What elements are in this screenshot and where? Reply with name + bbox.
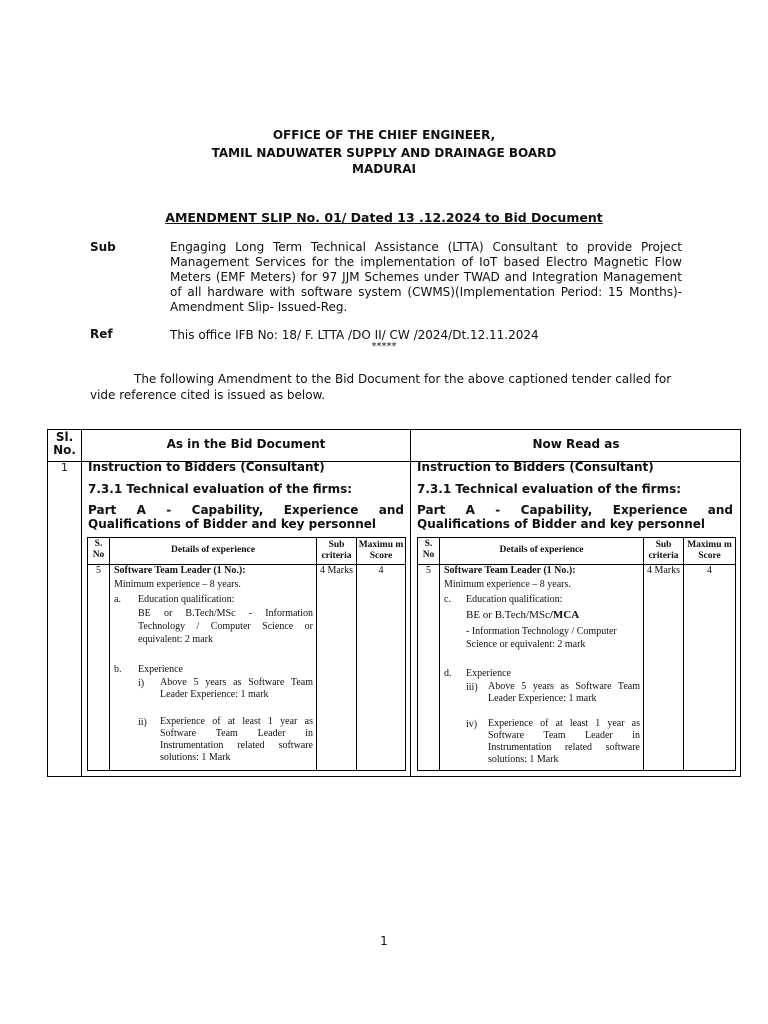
old-item2-marker: ii) xyxy=(138,717,147,728)
board-name: TAMIL NADUWATER SUPPLY AND DRAINAGE BOARD xyxy=(211,146,557,160)
old-edu-marker: a. xyxy=(114,594,121,605)
new-item1-marker: iii) xyxy=(466,682,478,693)
ref-label: Ref xyxy=(90,327,113,341)
new-edu-text-c: - Information Technology / Computer Science or equivalent: 2 mark xyxy=(466,626,617,650)
new-edu-marker: c. xyxy=(444,594,451,605)
old-item1: Above 5 years as Software Team Leader Experience: 1 mark xyxy=(160,677,313,700)
old-edu-text: BE or B.Tech/MSc - Information Technology / Computer Science or equivalent: 2 mark xyxy=(138,608,313,645)
new-edu-label: Education qualification: xyxy=(466,594,563,605)
old-sub-marks: 4 Marks xyxy=(319,565,354,576)
page-number: 1 xyxy=(380,934,388,948)
old-min-exp: Minimum experience – 8 years. xyxy=(114,579,241,590)
sub-text: Engaging Long Term Technical Assistance (LTTA) Consultant to provide Project Management Services for the implementation of IoT based Electro Magnetic Flow Meters (EMF Meters) for 97 JJM Schemes under TWAD and Integration Management of all hardware with software system (CWMS)(Implementation Period: 15 Months)- Amendment Slip- Issued-Reg. xyxy=(170,240,682,314)
new-head-details: Details of experience xyxy=(499,545,584,555)
old-experience-table xyxy=(87,537,406,771)
new-head-sno: S. No xyxy=(422,539,435,560)
new-edu-line xyxy=(466,609,638,622)
old-item1-marker: i) xyxy=(138,678,145,689)
new-item2-marker: iv) xyxy=(466,719,478,730)
old-section-part: Part A - Capability, Experience and Qualifications of Bidder and key personnel xyxy=(88,503,404,531)
new-section-part: Part A - Capability, Experience and Qualifications of Bidder and key personnel xyxy=(417,503,733,531)
intro-text: The following Amendment to the Bid Document for the above captioned tender called for vide reference cited is issued as below. xyxy=(90,372,672,402)
old-sno: 5 xyxy=(96,565,101,576)
new-sno: 5 xyxy=(426,565,431,576)
old-exp-label: Experience xyxy=(138,664,183,675)
old-head-sno: S. No xyxy=(92,539,105,560)
new-max-score: 4 xyxy=(707,565,712,576)
amendment-table xyxy=(47,429,741,777)
location: MADURAI xyxy=(352,162,416,176)
old-section-title: Instruction to Bidders (Consultant) xyxy=(88,460,325,474)
new-edu-text-a: BE or B.Tech/MSc xyxy=(466,609,550,621)
new-edu-text-mca: /MCA xyxy=(549,609,580,621)
new-item1: Above 5 years as Software Team Leader Experience: 1 mark xyxy=(488,681,640,704)
row-number: 1 xyxy=(61,461,68,474)
new-exp-label: Experience xyxy=(466,668,511,679)
new-head-sub: Sub criteria xyxy=(648,540,679,561)
new-experience-table xyxy=(417,537,736,771)
old-head-max: Maximu m Score xyxy=(358,540,404,561)
header-now-read-as: Now Read as xyxy=(532,437,620,451)
amendment-title: AMENDMENT SLIP No. 01/ Dated 13 .12.2024 to Bid Document xyxy=(165,210,603,225)
new-section-title: Instruction to Bidders (Consultant) xyxy=(417,460,654,474)
office-title: OFFICE OF THE CHIEF ENGINEER, xyxy=(272,128,496,142)
new-exp-marker: d. xyxy=(444,668,452,679)
ref-text: This office IFB No: 18/ F. LTTA /DO II/ CW /2024/Dt.12.11.2024 xyxy=(170,328,539,342)
new-item2: Experience of at least 1 year as Software Team Leader in Instrumentation related software solutions: 1 Mark xyxy=(488,718,640,765)
old-max-score: 4 xyxy=(378,565,384,576)
intro-paragraph xyxy=(90,371,680,403)
old-role: Software Team Leader (1 No.): xyxy=(114,565,246,576)
new-section-sub: 7.3.1 Technical evaluation of the firms: xyxy=(417,482,682,496)
old-head-details: Details of experience xyxy=(171,545,255,555)
new-sub-marks: 4 Marks xyxy=(646,565,681,576)
sub-label: Sub xyxy=(90,240,116,254)
old-head-sub: Sub criteria xyxy=(321,540,352,561)
old-section-sub: 7.3.1 Technical evaluation of the firms: xyxy=(88,482,353,496)
old-item2: Experience of at least 1 year as Software Team Leader in Instrumentation related software solutions: 1 Mark xyxy=(160,716,313,763)
old-edu-label: Education qualification: xyxy=(138,594,235,605)
old-exp-marker: b. xyxy=(114,664,122,675)
header-as-in-bid: As in the Bid Document xyxy=(166,437,326,451)
new-role: Software Team Leader (1 No.): xyxy=(444,565,576,576)
header-sl-no: Sl. No. xyxy=(53,430,76,457)
separator-stars: ***** xyxy=(371,341,397,352)
new-head-max: Maximu m Score xyxy=(687,540,732,561)
new-min-exp: Minimum experience – 8 years. xyxy=(444,579,571,590)
